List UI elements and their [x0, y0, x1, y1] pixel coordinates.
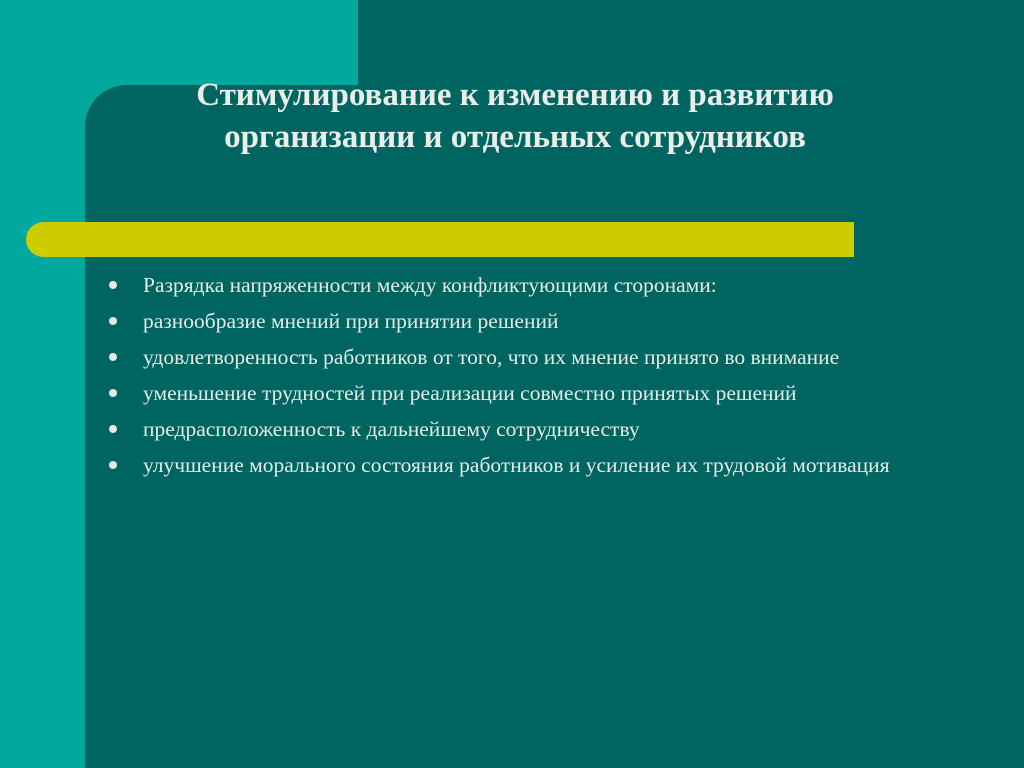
bullet-item	[100, 450, 960, 480]
bullet-text: удовлетворенность работников от того, что их мнение принято во внимание	[143, 345, 840, 369]
bullet-dot-icon	[109, 317, 117, 325]
bullet-dot-icon	[109, 281, 117, 289]
bullet-item	[100, 414, 960, 444]
accent-bar	[26, 222, 854, 257]
bullet-text: разнообразие мнений при принятии решений	[143, 309, 559, 333]
bullet-dot-icon	[109, 461, 117, 469]
bullet-item	[100, 306, 960, 336]
bullet-text: улучшение морального состояния работников и усиление их трудовой мотивация	[143, 453, 890, 477]
bullet-dot-icon	[109, 425, 117, 433]
bullet-list	[100, 270, 960, 486]
bullet-item	[100, 342, 960, 372]
bullet-item	[100, 270, 960, 300]
bullet-dot-icon	[109, 389, 117, 397]
slide-title: Стимулирование к изменению и развитию организации и отдельных сотрудников	[196, 77, 834, 155]
bullet-text: предрасположенность к дальнейшему сотрудничеству	[143, 417, 640, 441]
bullet-text: уменьшение трудностей при реализации совместно принятых решений	[143, 381, 797, 405]
bullet-text: Разрядка напряженности между конфликтующими сторонами:	[143, 273, 717, 297]
bullet-dot-icon	[109, 353, 117, 361]
bullet-item	[100, 378, 960, 408]
